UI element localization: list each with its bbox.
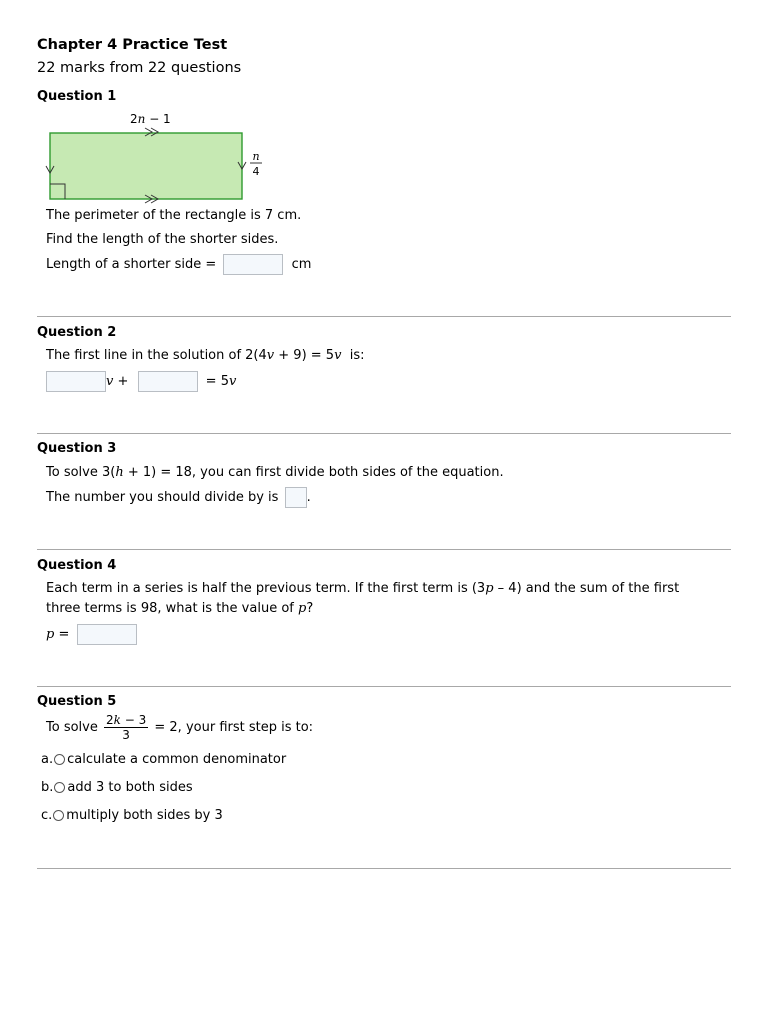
q5-option-c-letter: c. bbox=[41, 808, 53, 823]
question-3-title: Question 3 bbox=[37, 441, 117, 456]
top-label-constant: − 1 bbox=[145, 112, 171, 126]
q2-prompt-mid: + 9) = 5 bbox=[274, 348, 335, 363]
q5-num-variable: k bbox=[113, 713, 121, 727]
q4-line1-post: – 4) and the sum of the first bbox=[493, 581, 680, 596]
q3-statement bbox=[46, 465, 504, 480]
q5-option-b-label[interactable]: add 3 to both sides bbox=[67, 780, 193, 795]
top-label-variable: n bbox=[137, 112, 146, 126]
q5-option-b-radio[interactable] bbox=[54, 782, 65, 793]
q5-option-a-letter: a. bbox=[41, 752, 54, 767]
q5-prompt-pre: To solve bbox=[46, 720, 98, 735]
q4-answer-input[interactable] bbox=[77, 624, 137, 645]
q3-divisor-input[interactable] bbox=[285, 487, 307, 508]
test-title: Chapter 4 Practice Test bbox=[37, 37, 228, 53]
q1-answer-row bbox=[46, 254, 311, 275]
divider-1 bbox=[37, 316, 731, 317]
q5-option-b[interactable] bbox=[41, 780, 193, 795]
question-2-title: Question 2 bbox=[37, 325, 117, 340]
q2-prompt-var2: v bbox=[334, 348, 342, 363]
q4-answer-row bbox=[46, 624, 137, 645]
q3-answer-row bbox=[46, 487, 311, 508]
q2-constant-input[interactable] bbox=[138, 371, 198, 392]
q2-rhs bbox=[206, 374, 237, 389]
q3-period: . bbox=[306, 490, 311, 505]
q4-statement-line2 bbox=[46, 601, 313, 616]
q2-plus-sign: + bbox=[113, 374, 129, 389]
divider-4 bbox=[37, 686, 731, 687]
rectangle-diagram bbox=[38, 108, 278, 208]
q1-perimeter-statement: The perimeter of the rectangle is 7 cm. bbox=[46, 208, 302, 223]
q4-answer-variable: p bbox=[46, 627, 55, 642]
q5-option-c-label[interactable]: multiply both sides by 3 bbox=[66, 808, 223, 823]
q4-line2-post: ? bbox=[306, 601, 314, 616]
q3-answer-label: The number you should divide by is bbox=[46, 490, 279, 505]
q5-fraction-numerator bbox=[104, 713, 148, 727]
q5-option-a[interactable] bbox=[41, 752, 286, 767]
q2-prompt-pre: The first line in the solution of 2(4 bbox=[46, 348, 267, 363]
q4-line2-pre: three terms is 98, what is the value of bbox=[46, 601, 298, 616]
q5-prompt bbox=[46, 713, 313, 742]
q5-num-coefficient: 2 bbox=[106, 713, 114, 727]
q2-answer-row bbox=[46, 371, 236, 392]
top-label-coefficient: 2 bbox=[130, 112, 138, 126]
q1-instruction: Find the length of the shorter sides. bbox=[46, 232, 279, 247]
side-label-numerator: n bbox=[252, 150, 260, 163]
q5-option-b-letter: b. bbox=[41, 780, 54, 795]
test-subtitle: 22 marks from 22 questions bbox=[37, 60, 242, 76]
top-length-label bbox=[130, 112, 171, 126]
q2-box1-variable: v bbox=[106, 374, 114, 389]
q4-line1-var: p bbox=[485, 581, 494, 596]
q2-rhs-pre: = 5 bbox=[205, 374, 229, 389]
side-label-denominator: 4 bbox=[252, 165, 260, 178]
q5-option-a-radio[interactable] bbox=[54, 754, 65, 765]
q2-rhs-variable: v bbox=[228, 374, 237, 389]
rectangle-shape bbox=[50, 133, 242, 199]
q5-fraction-denominator: 3 bbox=[104, 727, 148, 742]
q3-statement-pre: To solve 3( bbox=[46, 465, 116, 480]
q2-prompt bbox=[46, 348, 364, 363]
divider-3 bbox=[37, 549, 731, 550]
q5-option-c-radio[interactable] bbox=[53, 810, 64, 821]
divider-2 bbox=[37, 433, 731, 434]
q5-num-constant: − 3 bbox=[120, 713, 147, 727]
q5-fraction bbox=[104, 713, 148, 742]
q2-prompt-post: is: bbox=[341, 348, 365, 363]
q1-answer-input[interactable] bbox=[223, 254, 283, 275]
q2-prompt-var1: v bbox=[266, 348, 275, 363]
q1-answer-label: Length of a shorter side = bbox=[46, 257, 217, 272]
q5-option-c[interactable] bbox=[41, 808, 223, 823]
q3-statement-post: + 1) = 18, you can first divide both sides of the equation. bbox=[123, 465, 504, 480]
q3-statement-var: h bbox=[115, 465, 124, 480]
q1-answer-unit: cm bbox=[291, 257, 312, 272]
q5-prompt-post: = 2, your first step is to: bbox=[154, 720, 314, 735]
q4-statement-line1 bbox=[46, 581, 679, 596]
divider-5 bbox=[37, 868, 731, 869]
question-1-title: Question 1 bbox=[37, 89, 117, 104]
question-4-title: Question 4 bbox=[37, 558, 117, 573]
question-5-title: Question 5 bbox=[37, 694, 117, 709]
q4-answer-equals: = bbox=[54, 627, 70, 642]
q4-line2-var: p bbox=[297, 601, 307, 616]
q5-option-a-label[interactable]: calculate a common denominator bbox=[67, 752, 287, 767]
q4-line1-pre: Each term in a series is half the previous term. If the first term is (3 bbox=[46, 581, 486, 596]
q2-coefficient-input[interactable] bbox=[46, 371, 106, 392]
